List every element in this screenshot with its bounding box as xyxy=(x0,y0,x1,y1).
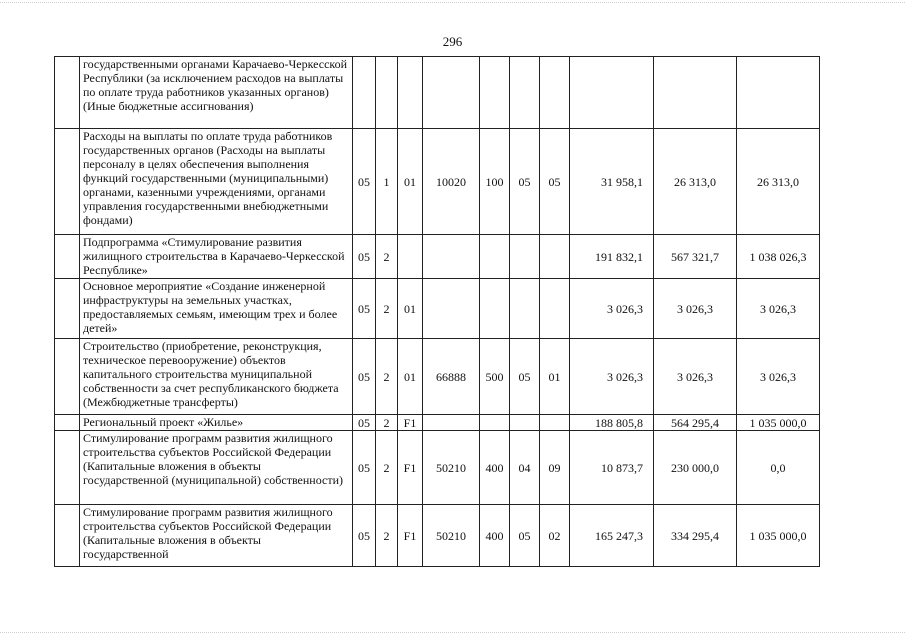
code-cell: 05 xyxy=(353,431,376,505)
code-cell: 05 xyxy=(353,415,376,431)
amount-cell: 3 026,3 xyxy=(570,279,654,339)
amount-cell: 334 295,4 xyxy=(654,505,737,567)
code-cell xyxy=(540,415,570,431)
amount-cell: 3 026,3 xyxy=(737,339,820,415)
code-cell xyxy=(423,415,480,431)
code-cell: 2 xyxy=(376,279,398,339)
code-cell: 50210 xyxy=(423,505,480,567)
code-cell: 2 xyxy=(376,415,398,431)
code-cell: 400 xyxy=(480,505,510,567)
amount-cell: 1 035 000,0 xyxy=(737,505,820,567)
amount-cell: 188 805,8 xyxy=(570,415,654,431)
table-row xyxy=(55,129,820,235)
code-cell: 05 xyxy=(353,505,376,567)
page-number: 296 xyxy=(442,34,463,49)
code-cell xyxy=(510,235,540,279)
index-cell xyxy=(55,235,80,279)
code-cell: 400 xyxy=(480,431,510,505)
code-cell: 01 xyxy=(398,279,423,339)
code-cell xyxy=(398,57,423,129)
code-cell: 10020 xyxy=(423,129,480,235)
index-cell xyxy=(55,279,80,339)
code-cell: 05 xyxy=(353,129,376,235)
code-cell: 05 xyxy=(540,129,570,235)
table-row xyxy=(55,279,820,339)
description-cell: Строительство (приобретение, реконструкция, техническое перевооружение) объектов капитального строительства муниципальной собственности за счет республиканского бюджета (Межбюджетные трансферты) xyxy=(80,339,353,415)
index-cell xyxy=(55,505,80,567)
code-cell: F1 xyxy=(398,431,423,505)
code-cell xyxy=(423,57,480,129)
table-row xyxy=(55,57,820,129)
description-cell: Стимулирование программ развития жилищного строительства субъектов Российской Федерации (Капитальные вложения в объекты государственной xyxy=(80,505,353,567)
description-cell: Стимулирование программ развития жилищного строительства субъектов Российской Федерации (Капитальные вложения в объекты государственной (муниципальной) собственности) xyxy=(80,431,353,505)
table-row xyxy=(55,415,820,431)
code-cell: 100 xyxy=(480,129,510,235)
amount-cell: 567 321,7 xyxy=(654,235,737,279)
code-cell: 01 xyxy=(540,339,570,415)
amount-cell: 3 026,3 xyxy=(654,279,737,339)
table-row xyxy=(55,431,820,505)
code-cell: 66888 xyxy=(423,339,480,415)
index-cell xyxy=(55,129,80,235)
code-cell: F1 xyxy=(398,415,423,431)
amount-cell: 31 958,1 xyxy=(570,129,654,235)
code-cell xyxy=(480,57,510,129)
amount-cell: 0,0 xyxy=(737,431,820,505)
code-cell: 05 xyxy=(510,129,540,235)
amount-cell: 3 026,3 xyxy=(737,279,820,339)
amount-cell xyxy=(570,57,654,129)
code-cell xyxy=(423,235,480,279)
description-cell: Основное мероприятие «Создание инженерной инфраструктуры на земельных участках, предоставляемых семьям, имеющим трех и более детей» xyxy=(80,279,353,339)
amount-cell: 1 038 026,3 xyxy=(737,235,820,279)
amount-cell: 3 026,3 xyxy=(570,339,654,415)
scan-edge-line xyxy=(0,632,905,633)
amount-cell xyxy=(654,57,737,129)
code-cell: 01 xyxy=(398,339,423,415)
description-cell: Региональный проект «Жилье» xyxy=(80,415,353,431)
amount-cell: 165 247,3 xyxy=(570,505,654,567)
code-cell xyxy=(353,57,376,129)
table-row xyxy=(55,505,820,567)
amount-cell: 26 313,0 xyxy=(737,129,820,235)
code-cell xyxy=(540,235,570,279)
amount-cell xyxy=(737,57,820,129)
amount-cell: 3 026,3 xyxy=(654,339,737,415)
amount-cell: 26 313,0 xyxy=(654,129,737,235)
code-cell: 05 xyxy=(510,505,540,567)
code-cell: 05 xyxy=(353,235,376,279)
code-cell: 01 xyxy=(398,129,423,235)
table-row xyxy=(55,339,820,415)
code-cell xyxy=(480,279,510,339)
code-cell xyxy=(510,279,540,339)
code-cell xyxy=(540,57,570,129)
code-cell: 50210 xyxy=(423,431,480,505)
code-cell xyxy=(480,415,510,431)
code-cell: F1 xyxy=(398,505,423,567)
code-cell xyxy=(540,279,570,339)
code-cell xyxy=(480,235,510,279)
amount-cell: 564 295,4 xyxy=(654,415,737,431)
index-cell xyxy=(55,339,80,415)
code-cell: 2 xyxy=(376,339,398,415)
code-cell xyxy=(510,415,540,431)
index-cell xyxy=(55,415,80,431)
budget-table xyxy=(54,56,820,567)
table-row xyxy=(55,235,820,279)
code-cell: 2 xyxy=(376,235,398,279)
code-cell xyxy=(510,57,540,129)
scan-edge-line xyxy=(0,2,905,3)
code-cell: 04 xyxy=(510,431,540,505)
amount-cell: 191 832,1 xyxy=(570,235,654,279)
code-cell xyxy=(423,279,480,339)
description-cell: государственными органами Карачаево-Черкесской Республики (за исключением расходов на выплаты по оплате труда работников указанных органов) (Иные бюджетные ассигнования) xyxy=(80,57,353,129)
code-cell: 500 xyxy=(480,339,510,415)
description-cell: Расходы на выплаты по оплате труда работников государственных органов (Расходы на выплаты персоналу в целях обеспечения выполнения функций государственными (муниципальными) органами, казенными учреждениями, органами управления государственными внебюджетными фондами) xyxy=(80,129,353,235)
code-cell: 1 xyxy=(376,129,398,235)
index-cell xyxy=(55,57,80,129)
code-cell: 05 xyxy=(353,279,376,339)
code-cell: 09 xyxy=(540,431,570,505)
amount-cell: 10 873,7 xyxy=(570,431,654,505)
code-cell: 2 xyxy=(376,431,398,505)
code-cell: 2 xyxy=(376,505,398,567)
code-cell xyxy=(376,57,398,129)
amount-cell: 1 035 000,0 xyxy=(737,415,820,431)
code-cell: 05 xyxy=(510,339,540,415)
amount-cell: 230 000,0 xyxy=(654,431,737,505)
index-cell xyxy=(55,431,80,505)
code-cell: 05 xyxy=(353,339,376,415)
description-cell: Подпрограмма «Стимулирование развития жилищного строительства в Карачаево-Черкесской Республике» xyxy=(80,235,353,279)
code-cell xyxy=(398,235,423,279)
code-cell: 02 xyxy=(540,505,570,567)
